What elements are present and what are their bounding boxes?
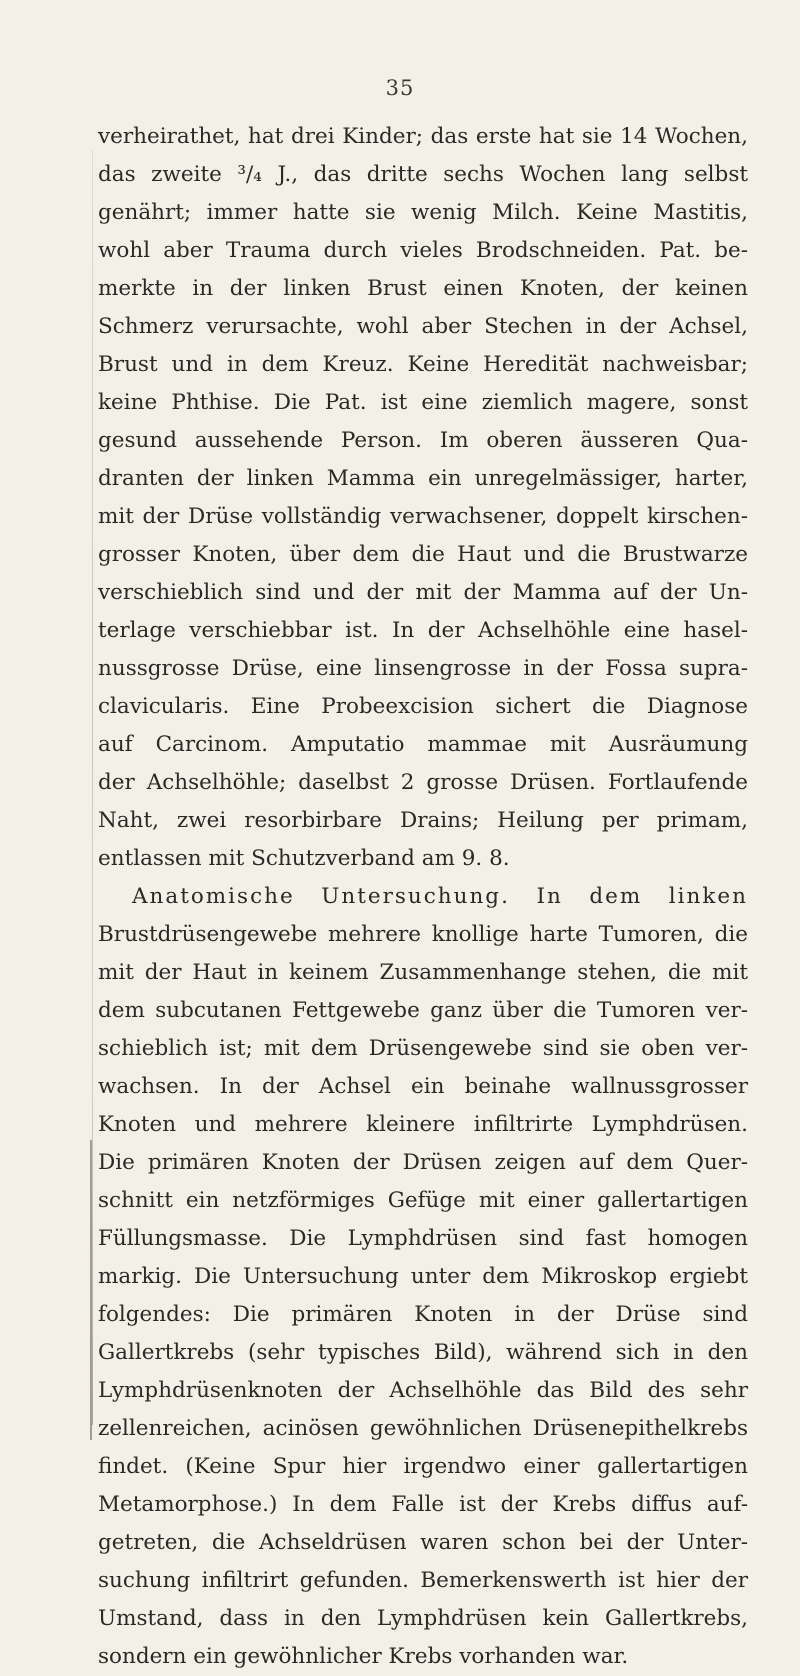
text-line: auf Carcinom. Amputatio mammae mit Ausräumung — [98, 732, 748, 757]
text-line: zellenreichen, acinösen gewöhnlichen Drüsenepithelkrebs — [98, 1416, 748, 1441]
text-line: genährt; immer hatte sie wenig Milch. Keine Mastitis, — [98, 200, 748, 225]
text-line: schnitt ein netzförmiges Gefüge mit einer gallertartigen — [98, 1188, 748, 1213]
text-line: Brustdrüsengewebe mehrere knollige harte Tumoren, die — [98, 922, 748, 947]
text-line: mit der Haut in keinem Zusammenhange stehen, die mit — [98, 960, 748, 985]
text-line: dranten der linken Mamma ein unregelmässiger, harter, — [98, 466, 748, 491]
text-line: keine Phthise. Die Pat. ist eine ziemlich magere, sonst — [98, 390, 748, 415]
text-line: Naht, zwei resorbirbare Drains; Heilung per primam, — [98, 808, 748, 833]
text-line: clavicularis. Eine Probeexcision sichert die Diagnose — [98, 694, 748, 719]
text-line: verschieblich sind und der mit der Mamma auf der Un- — [98, 580, 748, 605]
body-text — [98, 118, 748, 1676]
text-line: folgendes: Die primären Knoten in der Drüse sind — [98, 1302, 748, 1327]
text-line: findet. (Keine Spur hier irgendwo einer gallertartigen — [98, 1454, 748, 1479]
section-heading-line: Anatomische Untersuchung. In dem linken — [132, 884, 748, 909]
text-line: Brust und in dem Kreuz. Keine Heredität nachweisbar; — [98, 352, 748, 377]
text-line: dem subcutanen Fettgewebe ganz über die Tumoren ver- — [98, 998, 748, 1023]
text-line: suchung infiltrirt gefunden. Bemerkenswerth ist hier der — [98, 1568, 748, 1593]
margin-rule-lower — [90, 1140, 92, 1440]
text-line: wohl aber Trauma durch vieles Brodschneiden. Pat. be- — [98, 238, 748, 263]
page-number: 35 — [385, 76, 415, 100]
text-line: Gallertkrebs (sehr typisches Bild), während sich in den — [98, 1340, 748, 1365]
text-line: verheirathet, hat drei Kinder; das erste hat sie 14 Wochen, — [98, 124, 748, 149]
text-line: Knoten und mehrere kleinere infiltrirte Lymphdrüsen. — [98, 1112, 748, 1137]
text-line: entlassen mit Schutzverband am 9. 8. — [98, 846, 510, 871]
text-line: Metamorphose.) In dem Falle ist der Krebs diffus auf- — [98, 1492, 748, 1517]
text-line: Schmerz verursachte, wohl aber Stechen in der Achsel, — [98, 314, 748, 339]
text-line: nussgrosse Drüse, eine linsengrosse in der Fossa supra- — [98, 656, 748, 681]
text-line: gesund aussehende Person. Im oberen äusseren Qua- — [98, 428, 748, 453]
text-line: terlage verschiebbar ist. In der Achselhöhle eine hasel- — [98, 618, 748, 643]
text-line: Umstand, dass in den Lymphdrüsen kein Gallertkrebs, — [98, 1606, 748, 1631]
text-line: grosser Knoten, über dem die Haut und die Brustwarze — [98, 542, 748, 567]
text-line: merkte in der linken Brust einen Knoten, der keinen — [98, 276, 748, 301]
margin-rule — [92, 150, 93, 1425]
text-line: sondern ein gewöhnlicher Krebs vorhanden war. — [98, 1644, 629, 1669]
text-line: der Achselhöhle; daselbst 2 grosse Drüsen. Fortlaufende — [98, 770, 748, 795]
text-line: getreten, die Achseldrüsen waren schon bei der Unter- — [98, 1530, 748, 1555]
text-line: schieblich ist; mit dem Drüsengewebe sind sie oben ver- — [98, 1036, 748, 1061]
text-line: markig. Die Untersuchung unter dem Mikroskop ergiebt — [98, 1264, 748, 1289]
text-line: Die primären Knoten der Drüsen zeigen auf dem Quer- — [98, 1150, 748, 1175]
text-line: wachsen. In der Achsel ein beinahe wallnussgrosser — [98, 1074, 748, 1099]
text-line: Lymphdrüsenknoten der Achselhöhle das Bild des sehr — [98, 1378, 748, 1403]
text-line: das zweite ³/₄ J., das dritte sechs Wochen lang selbst — [98, 162, 748, 187]
text-line: Füllungsmasse. Die Lymphdrüsen sind fast homogen — [98, 1226, 748, 1251]
text-line: mit der Drüse vollständig verwachsener, doppelt kirschen- — [98, 504, 748, 529]
